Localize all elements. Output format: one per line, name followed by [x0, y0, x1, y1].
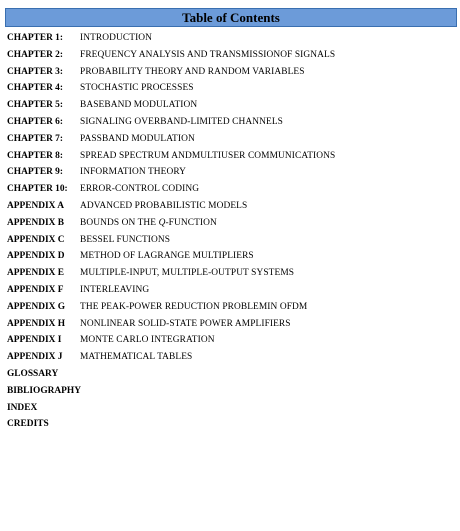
toc-entry	[5, 114, 457, 131]
toc-entry-label: CHAPTER 9:	[7, 167, 63, 178]
toc-entry	[5, 64, 457, 81]
toc-entry	[5, 248, 457, 265]
toc-entry	[5, 232, 457, 249]
toc-entry-title: METHOD OF LAGRANGE MULTIPLIERS	[80, 251, 254, 262]
toc-entry	[5, 416, 457, 433]
toc-entry	[5, 131, 457, 148]
toc-entry-title: FREQUENCY ANALYSIS AND TRANSMISSIONOF SIGNALS	[80, 49, 336, 60]
toc-entry-title: INTRODUCTION	[80, 33, 153, 43]
toc-entry-title: ERROR-CONTROL CODING	[80, 184, 200, 195]
toc-entry-title: BESSEL FUNCTIONS	[80, 234, 171, 245]
toc-entry-title: SPREAD SPECTRUM ANDMULTIUSER COMMUNICATIONS	[80, 150, 336, 161]
toc-entry-title	[80, 218, 217, 228]
toc-header	[5, 8, 457, 27]
toc-entry	[5, 181, 457, 198]
toc-entry	[5, 47, 457, 64]
toc-entry-title: STOCHASTIC PROCESSES	[80, 83, 194, 94]
toc-entry-label: INDEX	[7, 402, 38, 413]
toc-entry	[5, 282, 457, 299]
toc-entry	[5, 332, 457, 349]
toc-entry-label: BIBLIOGRAPHY	[7, 385, 81, 396]
toc-entry-title: PROBABILITY THEORY AND RANDOM VARIABLES	[80, 66, 305, 77]
toc-entry-label: CHAPTER 8:	[7, 150, 63, 161]
toc-entry	[5, 215, 457, 232]
toc-entry	[5, 148, 457, 165]
toc-entry-title: NONLINEAR SOLID-STATE POWER AMPLIFIERS	[80, 318, 291, 329]
toc-entry	[5, 366, 457, 383]
toc-entry-label: GLOSSARY	[7, 368, 59, 379]
toc-entry-label: CHAPTER 7:	[7, 133, 63, 144]
toc-list	[5, 30, 457, 433]
toc-entry-label: APPENDIX J	[7, 352, 63, 363]
toc-entry-title: PASSBAND MODULATION	[80, 133, 195, 144]
toc-entry-label: APPENDIX I	[7, 335, 62, 346]
toc-entry-title-post: -FUNCTION	[165, 217, 217, 228]
toc-entry-title-pre: BOUNDS ON THE	[80, 217, 159, 228]
toc-entry-title: INFORMATION THEORY	[80, 167, 187, 178]
toc-entry	[5, 383, 457, 400]
toc-entry-label: CHAPTER 5:	[7, 100, 63, 111]
toc-entry-title: INTERLEAVING	[80, 284, 150, 295]
table-of-contents	[5, 8, 457, 433]
toc-entry	[5, 316, 457, 333]
toc-entry	[5, 299, 457, 316]
toc-entry-label: APPENDIX A	[7, 200, 65, 211]
toc-entry-label: CHAPTER 6:	[7, 116, 63, 127]
toc-entry	[5, 164, 457, 181]
toc-entry-label: APPENDIX G	[7, 301, 66, 312]
toc-entry-label: APPENDIX E	[7, 268, 65, 279]
toc-entry-label: CHAPTER 2:	[7, 49, 63, 60]
toc-entry-title: MONTE CARLO INTEGRATION	[80, 335, 215, 346]
toc-entry-label: APPENDIX D	[7, 251, 65, 262]
toc-entry-label: CHAPTER 10:	[7, 184, 68, 195]
toc-entry-title: BASEBAND MODULATION	[80, 100, 198, 111]
toc-entry-title: THE PEAK-POWER REDUCTION PROBLEMIN OFDM	[80, 301, 308, 312]
toc-entry-label: CHAPTER 1:	[7, 33, 63, 43]
toc-entry-label: APPENDIX F	[7, 284, 64, 295]
toc-entry	[5, 400, 457, 417]
toc-entry	[5, 265, 457, 282]
toc-entry-label: APPENDIX C	[7, 234, 65, 245]
toc-entry-label: APPENDIX H	[7, 318, 66, 329]
toc-entry-title: MULTIPLE-INPUT, MULTIPLE-OUTPUT SYSTEMS	[80, 268, 295, 279]
toc-entry-label: CHAPTER 4:	[7, 83, 63, 94]
toc-entry-label: APPENDIX B	[7, 217, 65, 228]
toc-entry	[5, 198, 457, 215]
toc-title: Table of Contents	[182, 10, 280, 25]
toc-entry-title-italic: Q	[158, 217, 166, 228]
toc-entry-label: CHAPTER 3:	[7, 66, 63, 77]
toc-entry-title: MATHEMATICAL TABLES	[80, 352, 193, 363]
toc-entry	[5, 349, 457, 366]
toc-entry	[5, 80, 457, 97]
toc-entry-title: SIGNALING OVERBAND-LIMITED CHANNELS	[80, 116, 283, 127]
toc-entry-title: ADVANCED PROBABILISTIC MODELS	[80, 200, 248, 211]
toc-entry-label: CREDITS	[7, 419, 49, 430]
toc-entry	[5, 30, 457, 47]
toc-entry	[5, 97, 457, 114]
